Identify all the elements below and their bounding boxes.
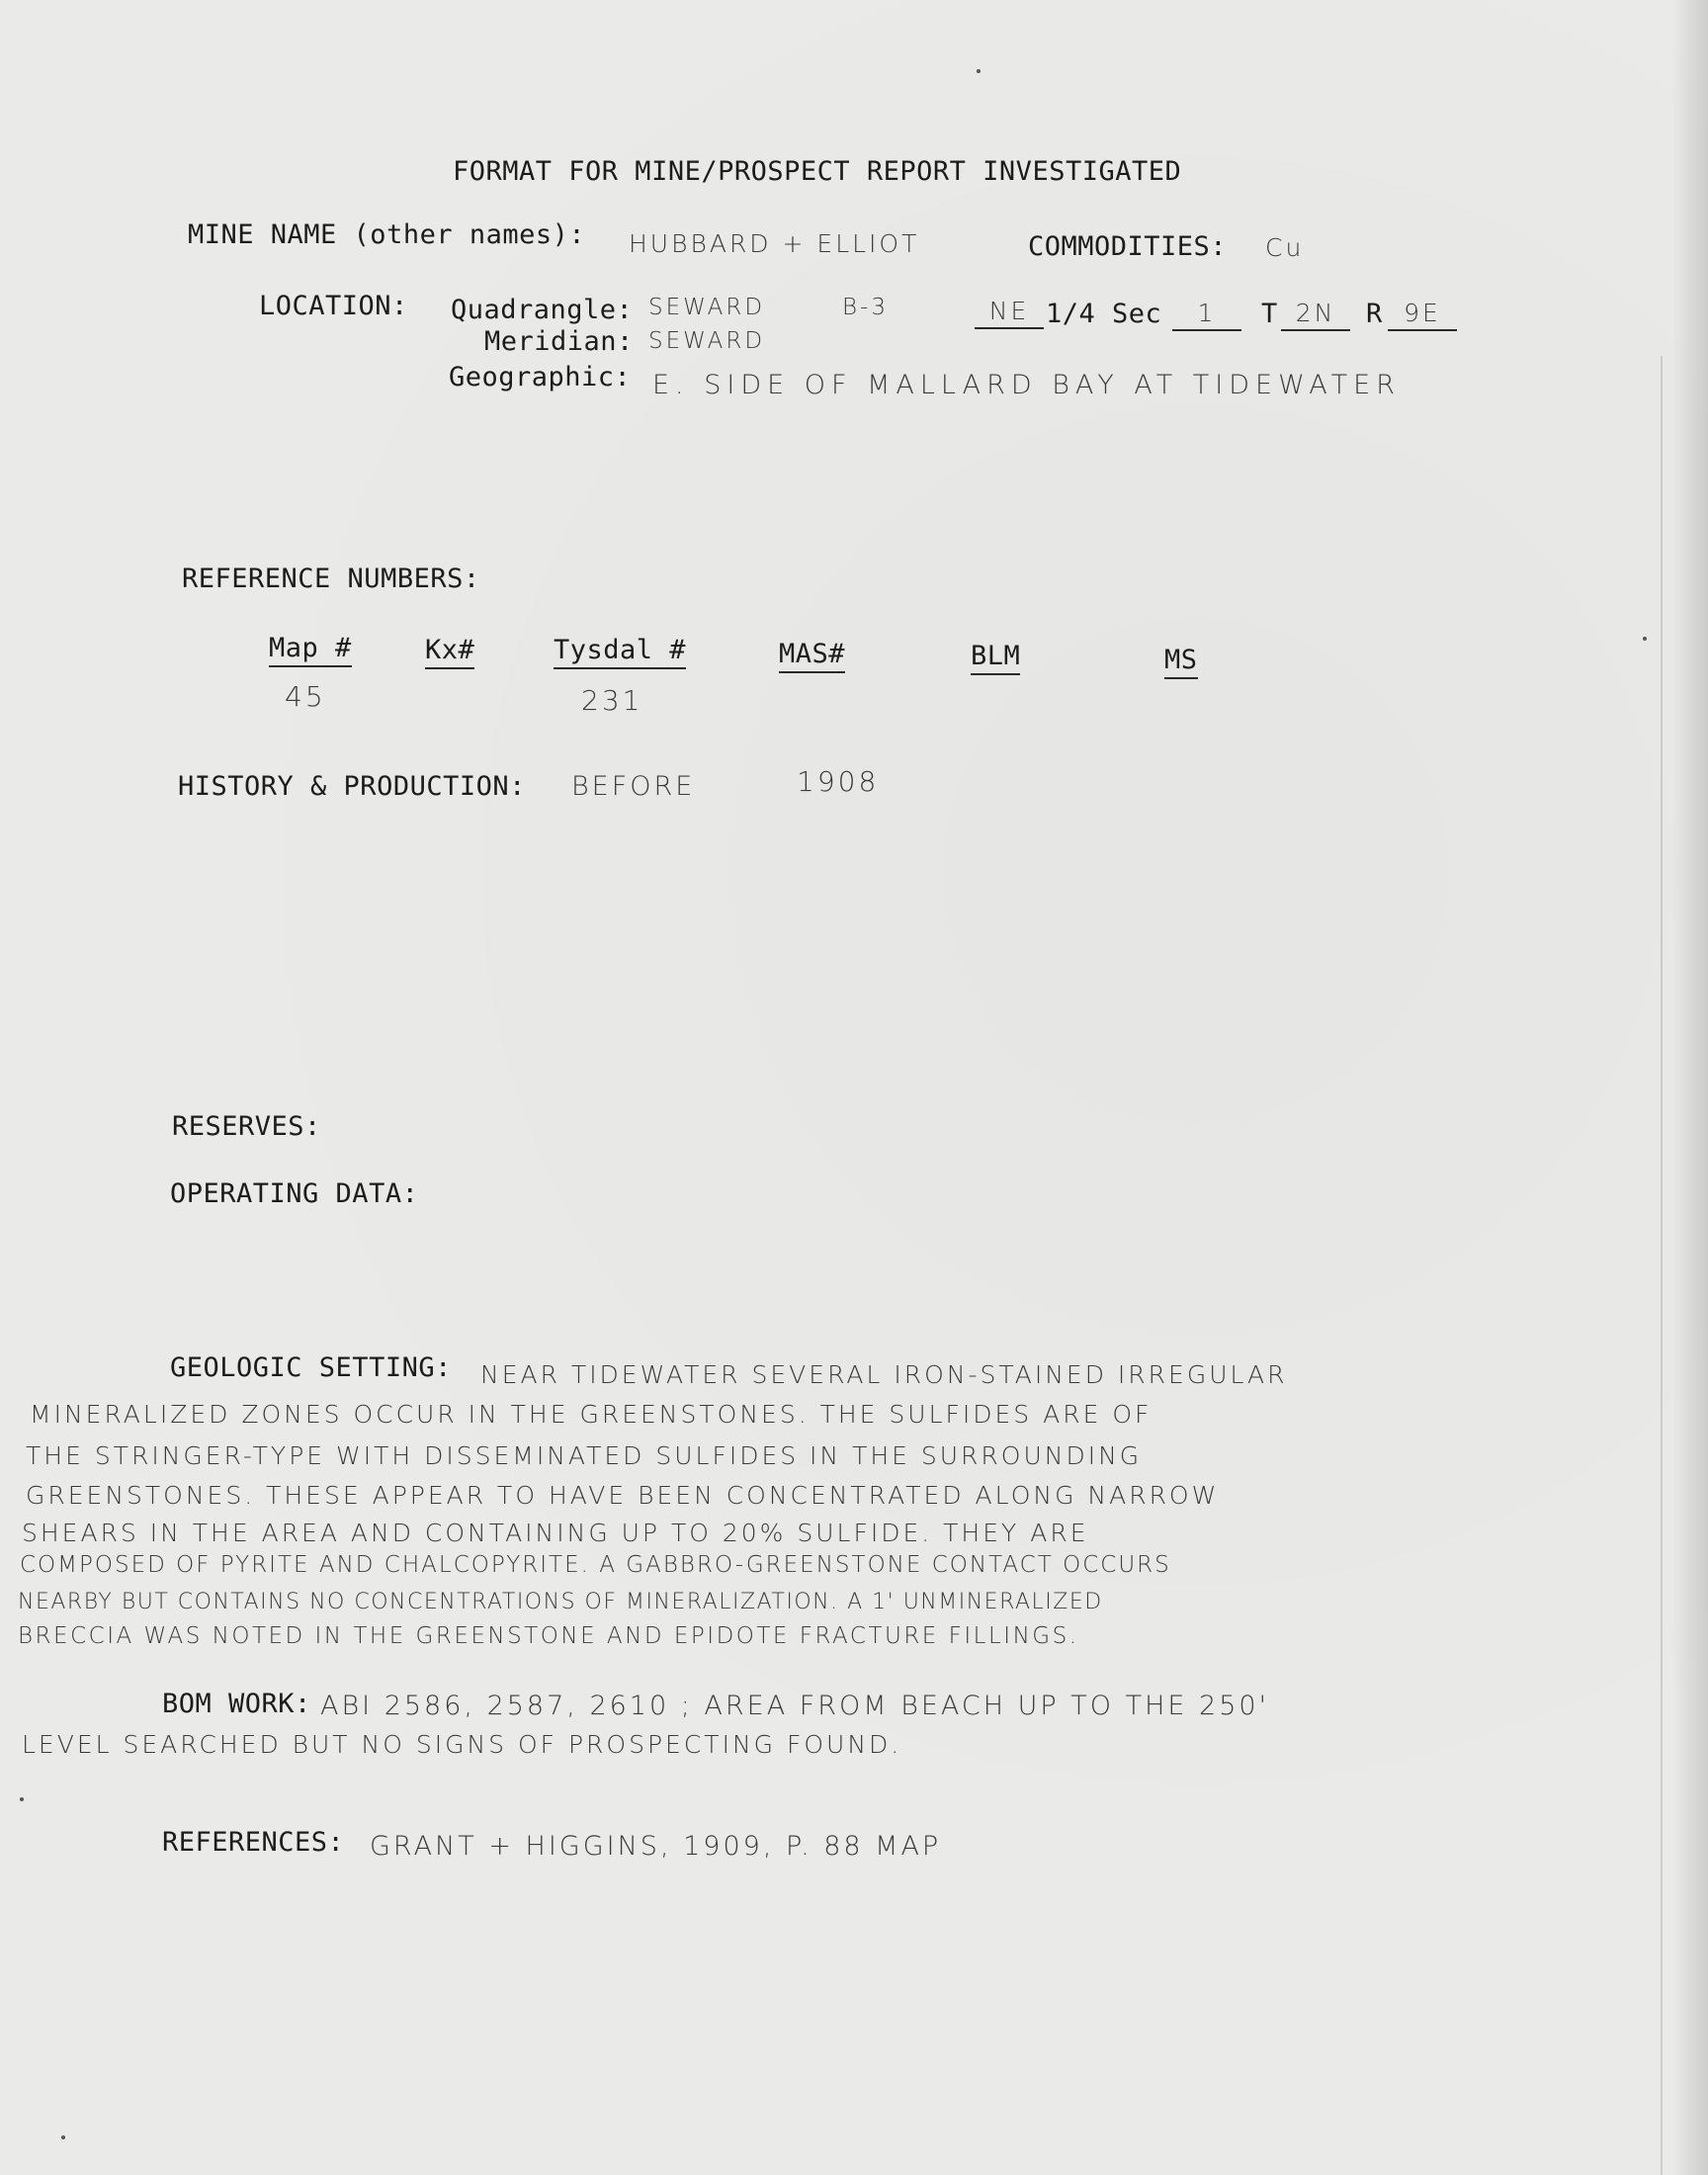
history-value-year: 1908 (797, 765, 880, 798)
references-value: GRANT + HIGGINS, 1909, P. 88 MAP (370, 1831, 942, 1862)
bom-work-label: BOM WORK: (162, 1689, 311, 1719)
ref-header-mas: MAS# (779, 639, 845, 673)
geologic-line: COMPOSED OF PYRITE AND CHALCOPYRITE. A GABBRO-GREENSTONE CONTACT OCCURS (20, 1552, 1171, 1578)
geographic-value: E. SIDE OF MALLARD BAY AT TIDEWATER (652, 370, 1401, 400)
geologic-line: MINERALIZED ZONES OCCUR IN THE GREENSTONES. THE SULFIDES ARE OF (30, 1400, 1153, 1429)
history-value-word: BEFORE (571, 771, 696, 802)
scan-speck (20, 1797, 24, 1801)
page-crease (1661, 356, 1663, 2175)
ref-header-blm: BLM (971, 641, 1020, 675)
bom-work-line: LEVEL SEARCHED BUT NO SIGNS OF PROSPECTING FOUND. (22, 1730, 902, 1759)
range-value: 9E (1388, 299, 1457, 331)
geologic-line: THE STRINGER-TYPE WITH DISSEMINATED SULFIDES IN THE SURROUNDING (26, 1441, 1143, 1470)
history-label: HISTORY & PRODUCTION: (178, 771, 526, 802)
reserves-label: RESERVES: (172, 1111, 321, 1142)
mine-name-label: MINE NAME (other names): (188, 219, 586, 250)
quarter-value: NE (975, 297, 1044, 329)
quadrangle-label: Quadrangle: (451, 295, 634, 325)
range-label: R (1366, 299, 1383, 329)
geologic-line: NEARBY BUT CONTAINS NO CONCENTRATIONS OF MINERALIZATION. A 1' UNMINERALIZED (18, 1590, 1103, 1614)
geologic-line: NEAR TIDEWATER SEVERAL IRON-STAINED IRREGULAR (480, 1360, 1288, 1389)
scan-speck (1643, 637, 1647, 641)
township-label: T (1261, 299, 1278, 329)
geologic-setting-label: GEOLOGIC SETTING: (170, 1352, 452, 1383)
meridian-label: Meridian: (484, 326, 634, 357)
ref-header-ms: MS (1164, 645, 1198, 679)
commodities-label: COMMODITIES: (1028, 231, 1228, 262)
geologic-line: SHEARS IN THE AREA AND CONTAINING UP TO 20% SULFIDE. THEY ARE (22, 1519, 1089, 1547)
ref-header-map: Map # (269, 633, 352, 667)
ref-value-map: 45 (285, 680, 326, 713)
page-edge-shadow (1672, 0, 1708, 2175)
geologic-line: GREENSTONES. THESE APPEAR TO HAVE BEEN CONCENTRATED ALONG NARROW (26, 1481, 1220, 1510)
quarter-sec-label: 1/4 Sec (1046, 299, 1162, 329)
geologic-line: BRECCIA WAS NOTED IN THE GREENSTONE AND EPIDOTE FRACTURE FILLINGS. (18, 1623, 1079, 1649)
form-title: FORMAT FOR MINE/PROSPECT REPORT INVESTIGATED (453, 156, 1182, 187)
operating-data-label: OPERATING DATA: (170, 1178, 419, 1209)
section-value: 1 (1172, 299, 1241, 331)
bom-work-line: ABI 2586, 2587, 2610 ; AREA FROM BEACH UP TO THE 250' (320, 1691, 1270, 1721)
scan-speck (61, 2135, 65, 2139)
township-value: 2N (1281, 299, 1350, 331)
references-label: REFERENCES: (162, 1827, 345, 1858)
geographic-label: Geographic: (449, 362, 632, 392)
reference-numbers-label: REFERENCE NUMBERS: (182, 564, 480, 594)
ref-header-kx: Kx# (425, 635, 474, 669)
ref-value-tysdal: 231 (581, 684, 643, 717)
commodities-value: Cu (1265, 233, 1305, 262)
quadrangle-grid: B-3 (842, 295, 889, 320)
meridian-value: SEWARD (648, 328, 766, 354)
location-label: LOCATION: (259, 291, 408, 321)
quadrangle-value: SEWARD (648, 295, 766, 320)
mine-name-value: HUBBARD + ELLIOT (629, 229, 920, 258)
ref-header-tysdal: Tysdal # (554, 635, 686, 669)
scan-speck (977, 69, 981, 73)
